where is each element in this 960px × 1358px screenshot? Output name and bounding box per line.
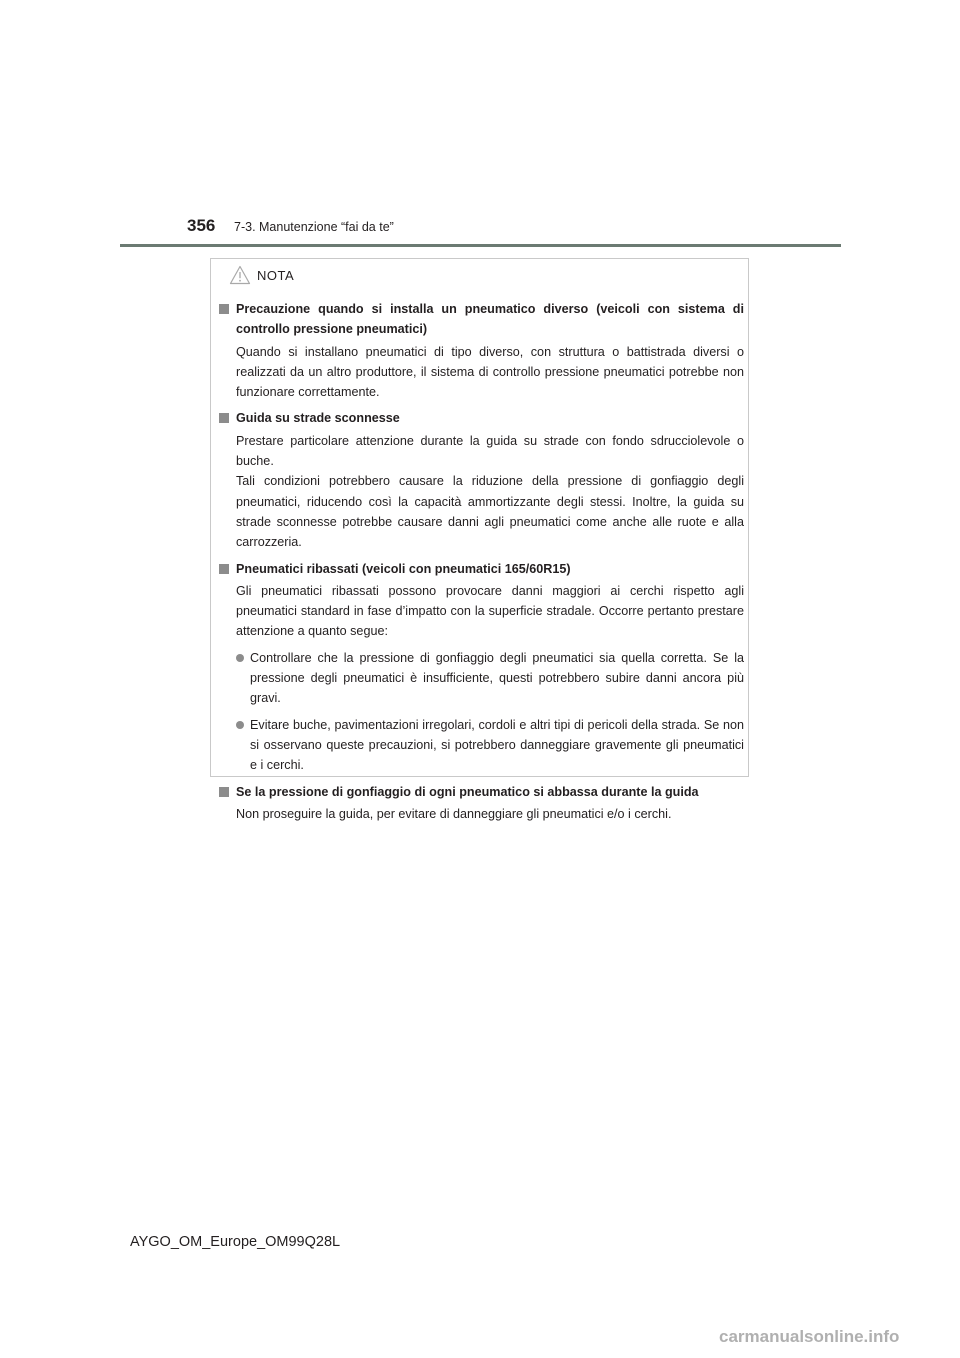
section-title-text: Precauzione quando si installa un pneumatico diverso (veicoli con sistema di controllo pressione pneumatici) — [236, 302, 744, 337]
note-section — [219, 299, 744, 402]
warning-triangle-icon — [229, 265, 251, 285]
square-bullet-icon — [219, 564, 229, 574]
square-bullet-icon — [219, 787, 229, 797]
note-box — [210, 258, 749, 821]
section-paragraph: Gli pneumatici ribassati possono provocare danni maggiori ai cerchi rispetto agli pneumatici standard in fase d’impatto con la superficie stradale. Occorre pertanto prestare attenzione a quanto segue: — [236, 583, 744, 639]
note-content — [219, 299, 744, 830]
section-title-text: Guida su strade sconnesse — [236, 411, 400, 426]
section-title-text: Se la pressione di gonfiaggio di ogni pneumatico si abbassa durante la guida — [236, 784, 699, 799]
list-item — [236, 715, 744, 776]
note-header — [229, 264, 294, 286]
section-paragraph: Quando si installano pneumatici di tipo diverso, con struttura o battistrada diversi o realizzati da un altro produttore, il sistema di controllo pressione pneumatici potrebbe non funzionare correttamente. — [236, 344, 744, 400]
section-title-text: Pneumatici ribassati (veicoli con pneumatici 165/60R15) — [236, 561, 571, 576]
circle-bullet-icon — [236, 654, 244, 662]
list-item-text: Evitare buche, pavimentazioni irregolari, cordoli e altri tipi di pericoli della strada. Se non si osservano queste precauzioni, si potrebbero danneggiare gravemente gli pneumatici e i cerchi. — [250, 717, 744, 773]
section-heading — [219, 408, 744, 428]
note-label: NOTA — [257, 267, 295, 283]
square-bullet-icon — [219, 304, 229, 314]
square-bullet-icon — [219, 413, 229, 423]
circle-bullet-icon — [236, 721, 244, 729]
list-item — [236, 648, 744, 709]
section-heading — [219, 782, 744, 802]
watermark: carmanualsonline.info — [719, 1327, 900, 1346]
header-rule — [120, 244, 841, 247]
note-section — [219, 782, 744, 825]
section-paragraph: Prestare particolare attenzione durante la guida su strade con fondo sdrucciolevole o buche. — [236, 433, 744, 469]
section-heading — [219, 299, 744, 340]
footer-doc-id: AYGO_OM_Europe_OM99Q28L — [130, 1234, 341, 1250]
page-number: 356 — [187, 216, 216, 235]
note-section — [219, 559, 744, 776]
list-item-text: Controllare che la pressione di gonfiaggio degli pneumatici sia quella corretta. Se la pressione degli pneumatici è insufficiente, questi potrebbero subire danni ancora più gravi. — [250, 650, 744, 706]
section-heading — [219, 559, 744, 579]
note-section — [219, 408, 744, 552]
section-paragraph: Tali condizioni potrebbero causare la riduzione della pressione di gonfiaggio degli pneumatici, riducendo così la capacità ammortizzante degli stessi. Inoltre, la guida su strade sconnesse potrebbe causare danni agli pneumatici come anche alle ruote e alla carrozzeria. — [236, 474, 744, 550]
section-title: 7-3. Manutenzione “fai da te” — [234, 220, 394, 234]
section-paragraph: Non proseguire la guida, per evitare di danneggiare gli pneumatici e/o i cerchi. — [236, 806, 672, 821]
